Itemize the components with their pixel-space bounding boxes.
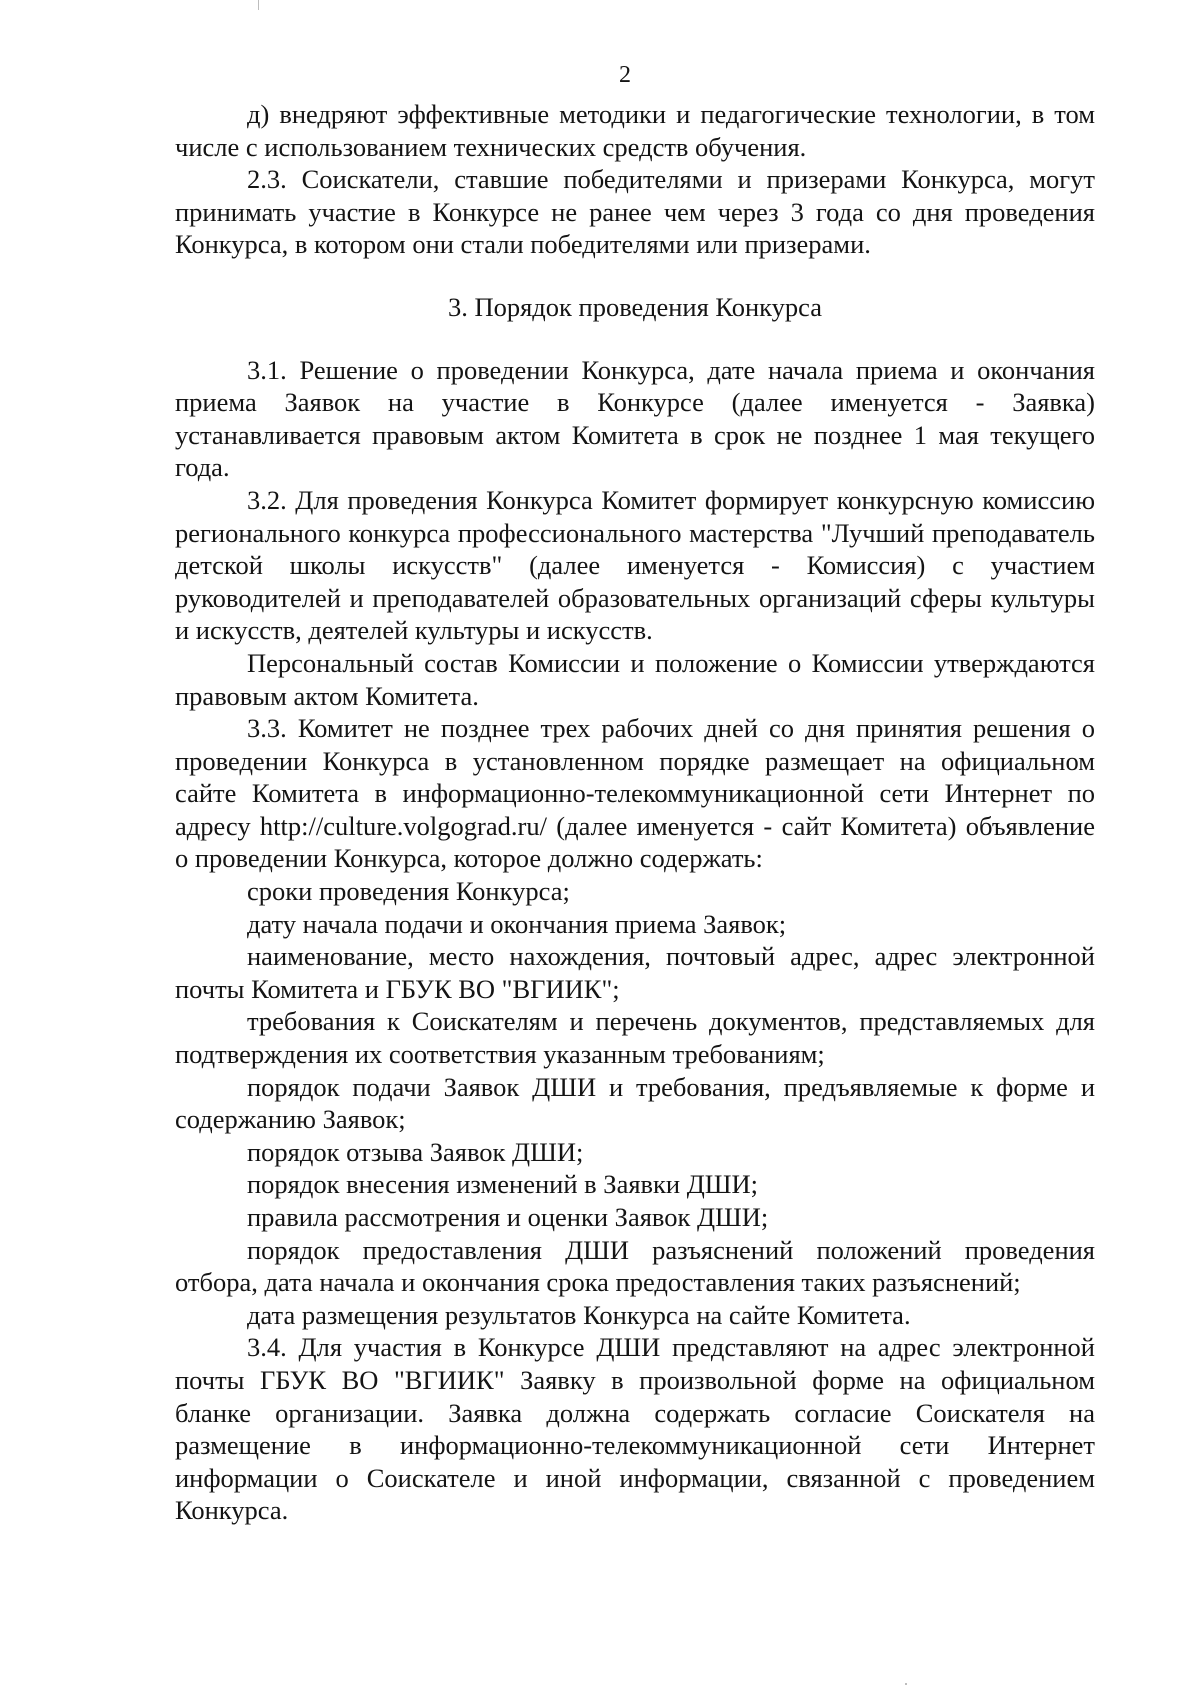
paragraph-commission-composition: Персональный состав Комиссии и положение о Комиссии утверждаются правовым актом Комитета.	[175, 647, 1095, 711]
paragraph-3-2: 3.2. Для проведения Конкурса Комитет формирует конкурсную комиссию регионального конкурса профессионального мастерства "Лучший преподаватель детской школы искусств" (далее именуется - Комиссия) с участием руководителей и преподавателей образовательных организаций сферы культуры и искусств, деятелей культуры и искусств.	[175, 484, 1095, 646]
paragraph-d: д) внедряют эффективные методики и педагогические технологии, в том числе с использованием технических средств обучения.	[175, 99, 1095, 162]
page-number: 2	[619, 62, 631, 88]
list-item: порядок отзыва Заявок ДШИ;	[247, 1136, 584, 1167]
list-item: порядок внесения изменений в Заявки ДШИ;	[247, 1169, 759, 1200]
paragraph-3-4: 3.4. Для участия в Конкурсе ДШИ представляют на адрес электронной почты ГБУК ВО "ВГИИК" Заявку в произвольной форме на официальном бланке организации. Заявка должна содержать согласие Соискателя на размещение в информационно-телекоммуникационной сети Интернет информации о Соискателе и иной информации, связанной с проведением Конкурса.	[175, 1332, 1095, 1526]
list-item: дата размещения результатов Конкурса на сайте Комитета.	[247, 1299, 911, 1330]
paragraph-2-3: 2.3. Соискатели, ставшие победителями и призерами Конкурса, могут принимать участие в Конкурсе не ранее чем через 3 года со дня проведения Конкурса, в котором они стали победителями или призерами.	[175, 164, 1095, 260]
list-item: сроки проведения Конкурса;	[247, 876, 570, 907]
section-heading: 3. Порядок проведения Конкурса	[447, 291, 823, 322]
list-item: требования к Соискателям и перечень документов, представляемых для подтверждения их соответствия указанным требованиям;	[175, 1006, 1095, 1070]
scan-artifact-top	[258, 0, 259, 10]
paragraph-3-1: 3.1. Решение о проведении Конкурса, дате начала приема и окончания приема Заявок на участие в Конкурсе (далее именуется - Заявка) устанавливается правовым актом Комитета в срок не позднее 1 мая текущего года.	[175, 354, 1095, 483]
list-item: дату начала подачи и окончания приема Заявок;	[247, 908, 787, 939]
list-item: порядок подачи Заявок ДШИ и требования, предъявляемые к форме и содержанию Заявок;	[175, 1071, 1095, 1135]
document-body	[175, 98, 1095, 1527]
list-item: наименование, место нахождения, почтовый адрес, адрес электронной почты Комитета и ГБУК ВО "ВГИИК";	[175, 941, 1095, 1004]
scan-artifact-bottom	[905, 1683, 907, 1685]
paragraph-3-3: 3.3. Комитет не позднее трех рабочих дней со дня принятия решения о проведении Конкурса в установленном порядке размещает на официальном сайте Комитета в информационно-телекоммуникационной сети Интернет по адресу http://culture.volgograd.ru/ (далее именуется - сайт Комитета) объявление о проведении Конкурса, которое должно содержать:	[175, 713, 1095, 874]
list-item: порядок предоставления ДШИ разъяснений положений проведения отбора, дата начала и окончания срока предоставления таких разъяснений;	[175, 1234, 1095, 1298]
list-item: правила рассмотрения и оценки Заявок ДШИ;	[247, 1202, 769, 1232]
